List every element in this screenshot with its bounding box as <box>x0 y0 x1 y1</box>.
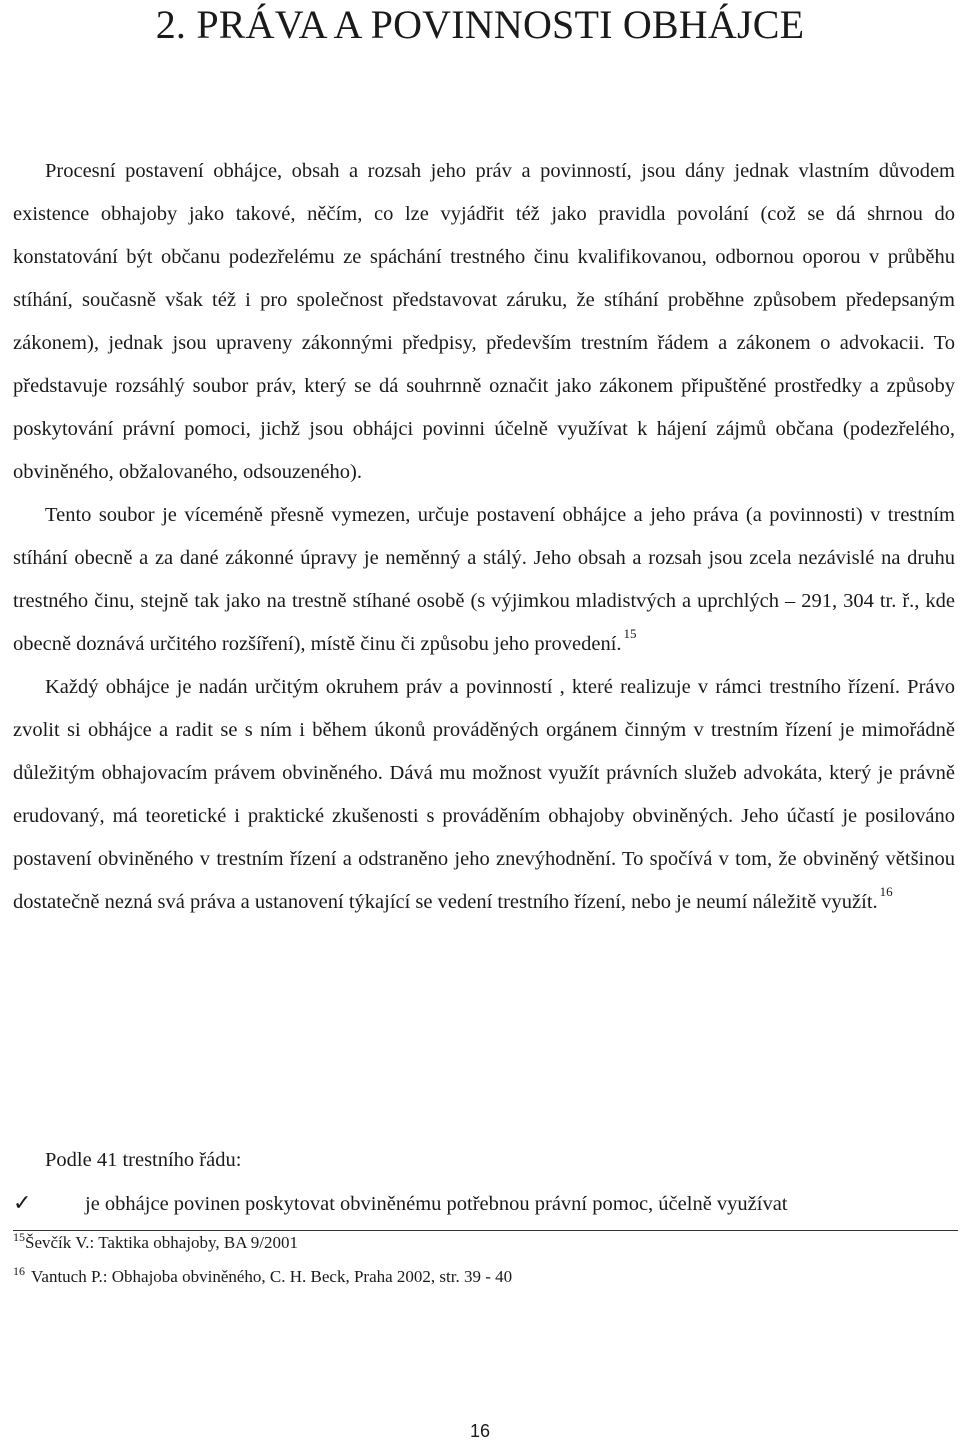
paragraph-2 <box>13 494 955 666</box>
page-number: 16 <box>469 1421 491 1441</box>
footnote-15-text: Ševčík V.: Taktika obhajoby, BA 9/2001 <box>25 1233 299 1252</box>
paragraph-1 <box>13 150 955 494</box>
law-intro-line: Podle 41 trestního řádu: <box>45 1149 242 1171</box>
footnote-ref-16[interactable]: 16 <box>879 884 893 899</box>
check-mark-icon: ✓ <box>13 1190 32 1215</box>
footnote-separator <box>13 1230 958 1231</box>
body-text <box>13 150 955 924</box>
paragraph-2-text: Tento soubor je víceméně přesně vymezen, určuje postavení obhájce a jeho práva (a povinnosti) v trestním stíhání obecně a za dané zákonné úpravy je neměnný a stálý. Jeho obsah a rozsah jsou zcela nezávislé na druhu trestného činu, stejně tak jako na trestně stíhané osobě (s výjimkou mladistvých a uprchlých – 291, 304 tr. ř., kde obecně doznává určitého rozšíření), místě činu či způsobu jeho provedení. <box>13 504 955 655</box>
footnote-15 <box>13 1232 512 1254</box>
footnotes <box>13 1232 512 1288</box>
footnote-ref-15[interactable]: 15 <box>623 626 637 641</box>
footnote-16-text: Vantuch P.: Obhajoba obviněného, C. H. Beck, Praha 2002, str. 39 - 40 <box>31 1267 513 1286</box>
footnote-15-number: 15 <box>13 1230 25 1244</box>
footnote-16 <box>13 1266 512 1288</box>
paragraph-3 <box>13 666 955 924</box>
check-item-text: je obhájce povinen poskytovat obviněnému potřebnou právní pomoc, účelně využívat <box>85 1193 788 1215</box>
paragraph-3-text: Každý obhájce je nadán určitým okruhem práv a povinností , které realizuje v rámci trestního řízení. Právo zvolit si obhájce a radit se s ním i během úkonů prováděných orgánem činným v trestním řízení je mimořádně důležitým obhajovacím právem obviněného. Dává mu možnost využít právních služeb advokáta, který je právně erudovaný, má teoretické i praktické zkušenosti s prováděním obhajoby obviněných. Jeho účastí je posilováno postavení obviněného v trestním řízení a odstraněno jeho znevýhodnění. To spočívá v tom, že obviněný většinou dostatečně nezná svá práva a ustanovení týkající se vedení trestního řízení, nebo je neumí náležitě využít. <box>13 676 955 913</box>
check-list-item <box>13 1187 788 1220</box>
paragraph-1-text: Procesní postavení obhájce, obsah a rozsah jeho práv a povinností, jsou dány jednak vlastním důvodem existence obhajoby jako takové, něčím, co lze vyjádřit též jako pravidla povolání (což se dá shrnou do konstatování být občanu podezřelému ze spáchání trestného činu kvalifikovanou, odbornou oporou v průběhu stíhání, současně však též i pro společnost představovat záruku, že stíhání proběhne způsobem předepsaným zákonem), jednak jsou upraveny zákonnými předpisy, především trestním řádem a zákonem o advokacii. To představuje rozsáhlý soubor práv, který se dá souhrnně označit jako zákonem připuštěné prostředky a způsoby poskytování právní pomoci, jichž jsou obhájci povinni účelně využívat k hájení zájmů občana (podezřelého, obviněného, obžalovaného, odsouzeného). <box>13 160 955 483</box>
chapter-heading: 2. PRÁVA A POVINNOSTI OBHÁJCE <box>155 2 805 47</box>
footnote-16-number: 16 <box>13 1264 25 1278</box>
